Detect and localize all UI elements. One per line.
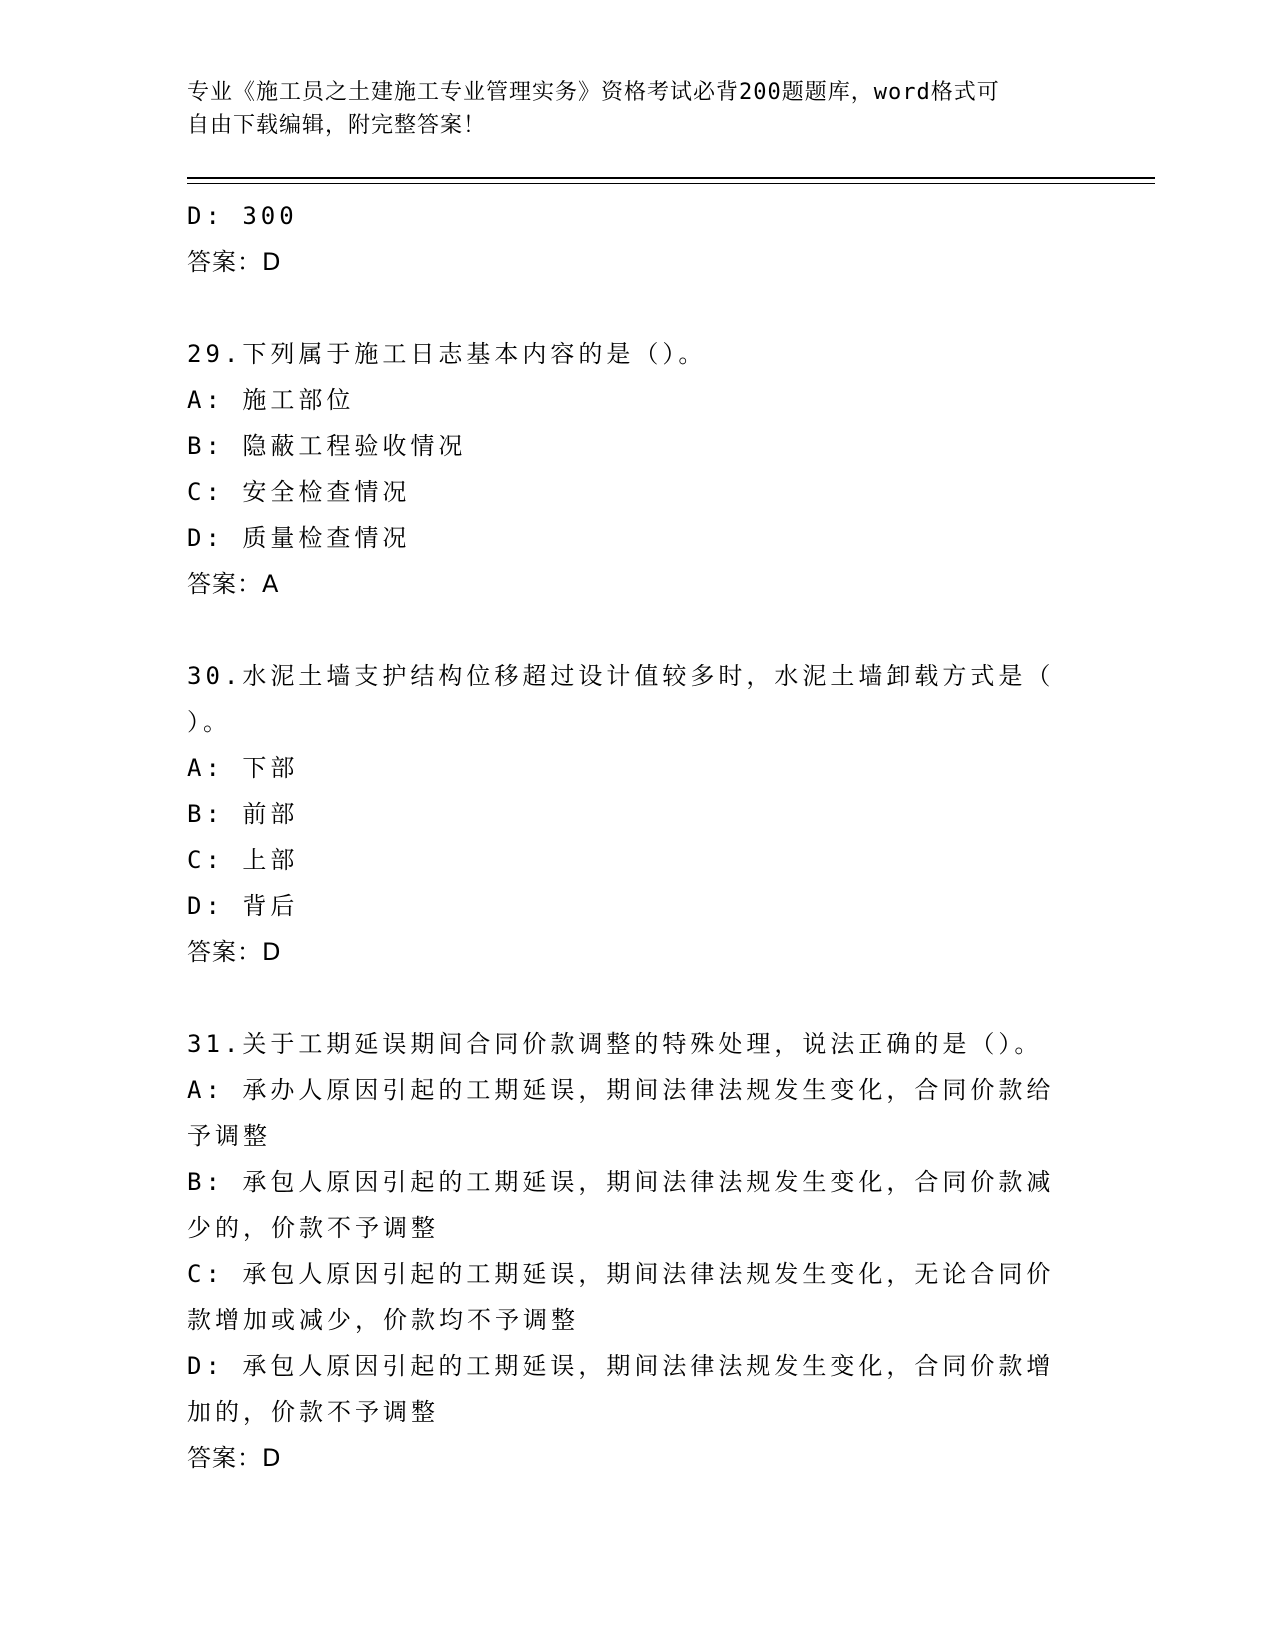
option-a: A: 下部 xyxy=(187,754,299,782)
option-a-continued: 予调整 xyxy=(187,1122,271,1150)
spacer xyxy=(187,607,1067,653)
spacer xyxy=(187,285,1067,331)
header-line-1: 专业《施工员之土建施工专业管理实务》资格考试必背200题题库，word格式可 xyxy=(187,80,1000,105)
prev-option-d: D: 300 xyxy=(187,202,298,230)
option-d: D: 背后 xyxy=(187,892,299,920)
question-stem: 29.下列属于施工日志基本内容的是（）。 xyxy=(187,340,707,368)
option-d: D: 质量检查情况 xyxy=(187,524,411,552)
option-d-continued: 加的，价款不予调整 xyxy=(187,1398,439,1426)
question-stem: 30.水泥土墙支护结构位移超过设计值较多时，水泥土墙卸载方式是（ xyxy=(187,662,1055,690)
question-stem-continued: ）。 xyxy=(187,708,231,736)
answer: 答案：D xyxy=(187,1444,282,1472)
header-line-2: 自由下载编辑，附完整答案！ xyxy=(187,113,487,138)
question-stem: 31.关于工期延误期间合同价款调整的特殊处理，说法正确的是（）。 xyxy=(187,1030,1043,1058)
option-b: B: 隐蔽工程验收情况 xyxy=(187,432,467,460)
document-body xyxy=(187,193,1067,1481)
header-divider-thick xyxy=(187,177,1155,179)
document-header xyxy=(187,76,1067,142)
header-divider-thin xyxy=(187,183,1155,184)
option-b: B: 承包人原因引起的工期延误，期间法律法规发生变化，合同价款减 xyxy=(187,1168,1055,1196)
option-a: A: 施工部位 xyxy=(187,386,355,414)
option-c: C: 安全检查情况 xyxy=(187,478,411,506)
option-c-continued: 款增加或减少，价款均不予调整 xyxy=(187,1306,579,1334)
option-d: D: 承包人原因引起的工期延误，期间法律法规发生变化，合同价款增 xyxy=(187,1352,1055,1380)
option-a: A: 承办人原因引起的工期延误，期间法律法规发生变化，合同价款给 xyxy=(187,1076,1055,1104)
option-c: C: 承包人原因引起的工期延误，期间法律法规发生变化，无论合同价 xyxy=(187,1260,1055,1288)
option-b-continued: 少的，价款不予调整 xyxy=(187,1214,439,1242)
question-31 xyxy=(187,1021,1067,1481)
spacer xyxy=(187,975,1067,1021)
prev-answer: 答案：D xyxy=(187,248,282,276)
option-c: C: 上部 xyxy=(187,846,299,874)
option-b: B: 前部 xyxy=(187,800,299,828)
question-29 xyxy=(187,331,1067,607)
answer: 答案：D xyxy=(187,938,282,966)
answer: 答案：A xyxy=(187,570,280,598)
question-30 xyxy=(187,653,1067,975)
